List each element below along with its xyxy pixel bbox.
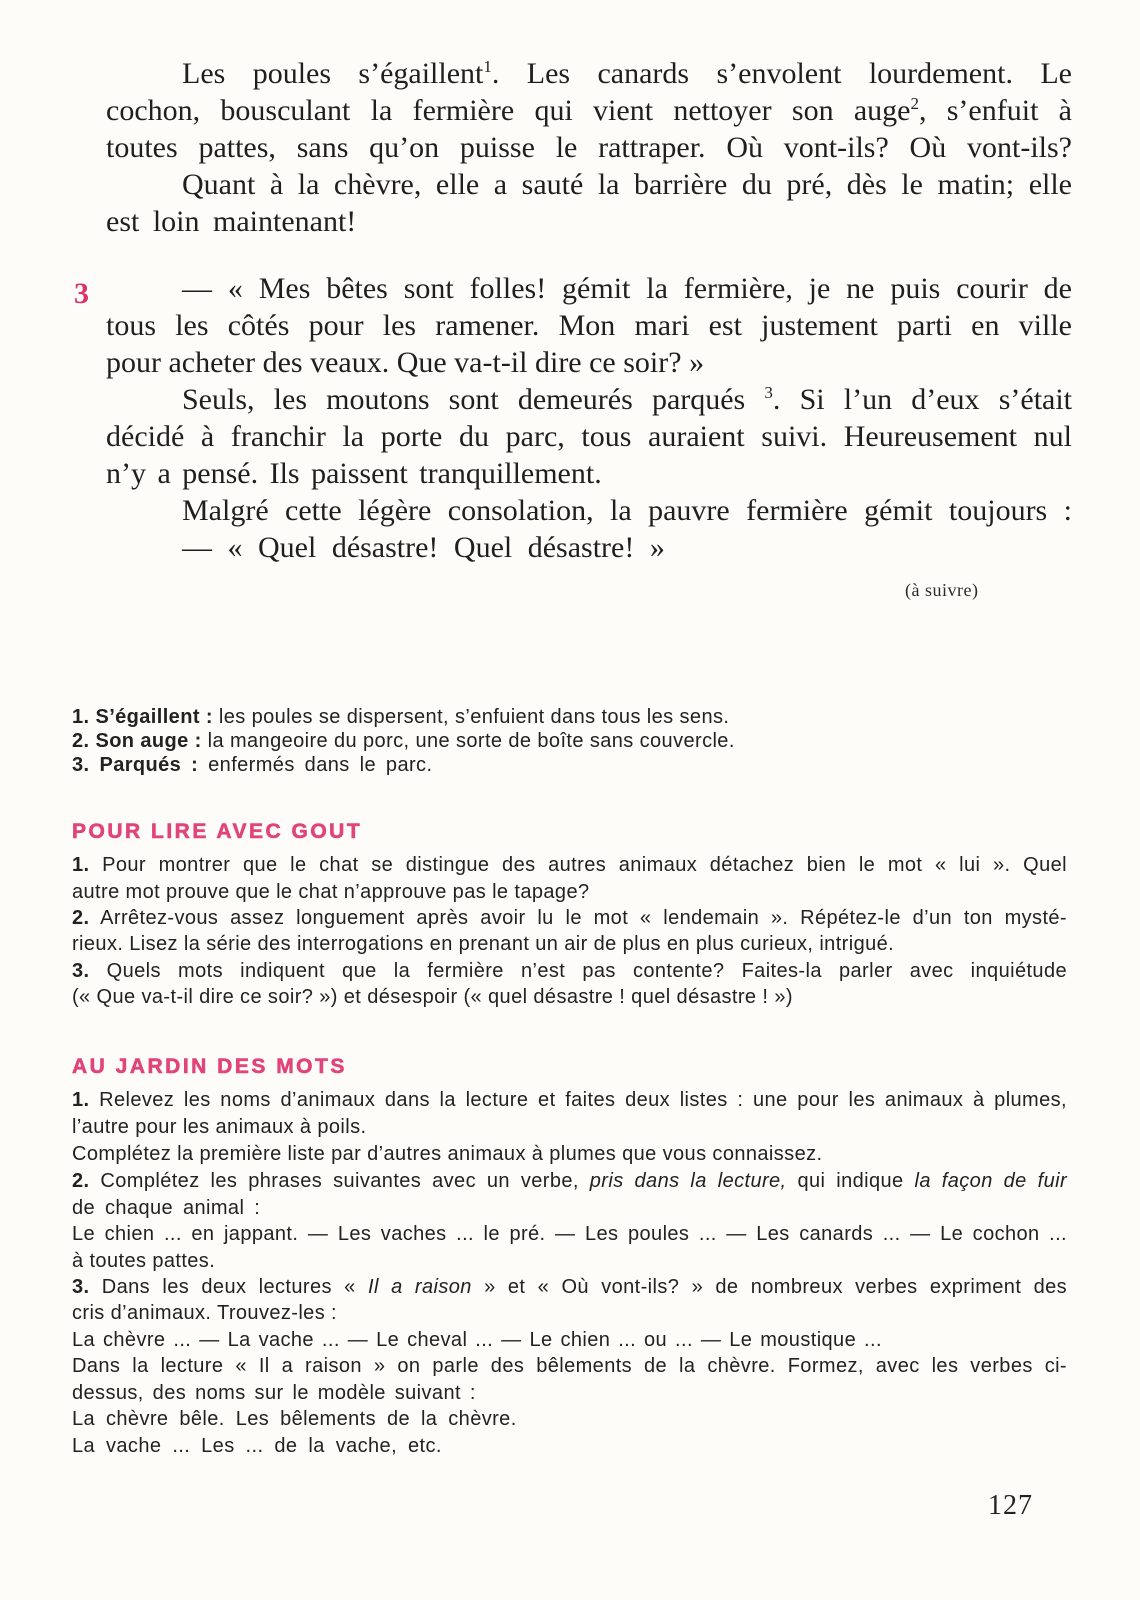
exercise-line: autre mot prouve que le chat n’approuve pas le tapage? (72, 881, 590, 903)
exercise-line: (« Que va-t-il dire ce soir? ») et désespoir (« quel désastre ! quel désastre ! ») (72, 986, 793, 1008)
exercise-line: à toutes pattes. (72, 1250, 216, 1272)
footnote-ref: 1 (483, 57, 492, 76)
footnote: 3. Parqués : enfermés dans le parc. (72, 754, 433, 776)
story-line: Seuls, les moutons sont demeurés parqués $^3$. Si l’un d’eux s’était (182, 383, 1073, 416)
story-line: pour acheter des veaux. Que va-t-il dire ce soir? » (106, 346, 705, 379)
footnote: 2. Son auge : la mangeoire du porc, une sorte de boîte sans couvercle. (72, 730, 735, 752)
story-line: décidé à franchir la porte du parc, tous auraient suivi. Heureusement nul (106, 420, 1072, 453)
exercise-line: l’autre pour les animaux à poils. (72, 1116, 367, 1138)
story-line: tous les côtés pour les ramener. Mon mari est justement parti en ville (106, 309, 1072, 342)
exercise-line: 3. Dans les deux lectures « Il a raison » et « Où vont-ils? » de nombreux verbes expriment des (72, 1276, 1068, 1298)
exercise-line: Complétez la première liste par d’autres animaux à plumes que vous connaissez. (72, 1143, 823, 1165)
section-heading-lire: POUR LIRE AVEC GOUT (72, 820, 363, 843)
exercise-line: 3. Quels mots indiquent que la fermière n’est pas contente? Faites-la parler avec inquiétude (72, 960, 1067, 982)
story-line: Quant à la chèvre, elle a sauté la barrière du pré, dès le matin; elle (182, 168, 1072, 201)
exercise-line: 1. Relevez les noms d’animaux dans la lecture et faites deux listes : une pour les animaux à plumes, (72, 1089, 1067, 1111)
section-number: 3 (74, 277, 89, 310)
footnote: 1. S’égaillent : les poules se dispersent, s’enfuient dans tous les sens. (72, 706, 730, 728)
story-line: est loin maintenant! (106, 205, 357, 238)
exercise-line: de chaque animal : (72, 1197, 261, 1219)
story-line: Les poules s’égaillent$^1$. Les canards s’envolent lourdement. Le (182, 57, 1072, 90)
footnote-ref: 3 (764, 383, 773, 402)
exercise-line: cris d’animaux. Trouvez-les : (72, 1302, 338, 1324)
exercise-line: La chèvre ... — La vache ... — Le cheval ... — Le chien ... ou ... — Le moustique ... (72, 1329, 882, 1351)
exercise-line: La vache ... Les ... de la vache, etc. (72, 1435, 442, 1457)
story-line: cochon, bousculant la fermière qui vient nettoyer son auge$^2$, s’enfuit à (106, 94, 1072, 127)
page-number: 127 (988, 1490, 1033, 1521)
story-line: n’y a pensé. Ils paissent tranquillement. (106, 457, 602, 490)
story-line: Malgré cette légère consolation, la pauvre fermière gémit toujours : (182, 494, 1072, 527)
exercise-line: Dans la lecture « Il a raison » on parle des bêlements de la chèvre. Formez, avec les verbes ci- (72, 1355, 1067, 1377)
section-heading-jardin: AU JARDIN DES MOTS (72, 1055, 347, 1078)
footnote-ref: 2 (910, 94, 919, 113)
story-line: toutes pattes, sans qu’on puisse le rattraper. Où vont-ils? Où vont-ils? (106, 131, 1072, 164)
exercise-line: dessus, des noms sur le modèle suivant : (72, 1382, 476, 1404)
to-be-continued: (à suivre) (905, 580, 979, 600)
story-line: — « Quel désastre! Quel désastre! » (182, 531, 665, 564)
story-line: — « Mes bêtes sont folles! gémit la fermière, je ne puis courir de (182, 272, 1072, 305)
exercise-line: rieux. Lisez la série des interrogations en prenant un air de plus en plus curieux, intrigué. (72, 933, 895, 955)
exercise-line: Le chien ... en jappant. — Les vaches ... le pré. — Les poules ... — Les canards ... — Le cochon ... (72, 1223, 1067, 1245)
exercise-line: 2. Arrêtez-vous assez longuement après avoir lu le mot « lendemain ». Répétez-le d’un ton mysté- (72, 907, 1067, 929)
exercise-line: 1. Pour montrer que le chat se distingue des autres animaux détachez bien le mot « lui ». Quel (72, 854, 1067, 876)
exercise-line: La chèvre bêle. Les bêlements de la chèvre. (72, 1408, 517, 1430)
exercise-line: 2. Complétez les phrases suivantes avec un verbe, pris dans la lecture, qui indique la façon de fuir (72, 1170, 1068, 1192)
